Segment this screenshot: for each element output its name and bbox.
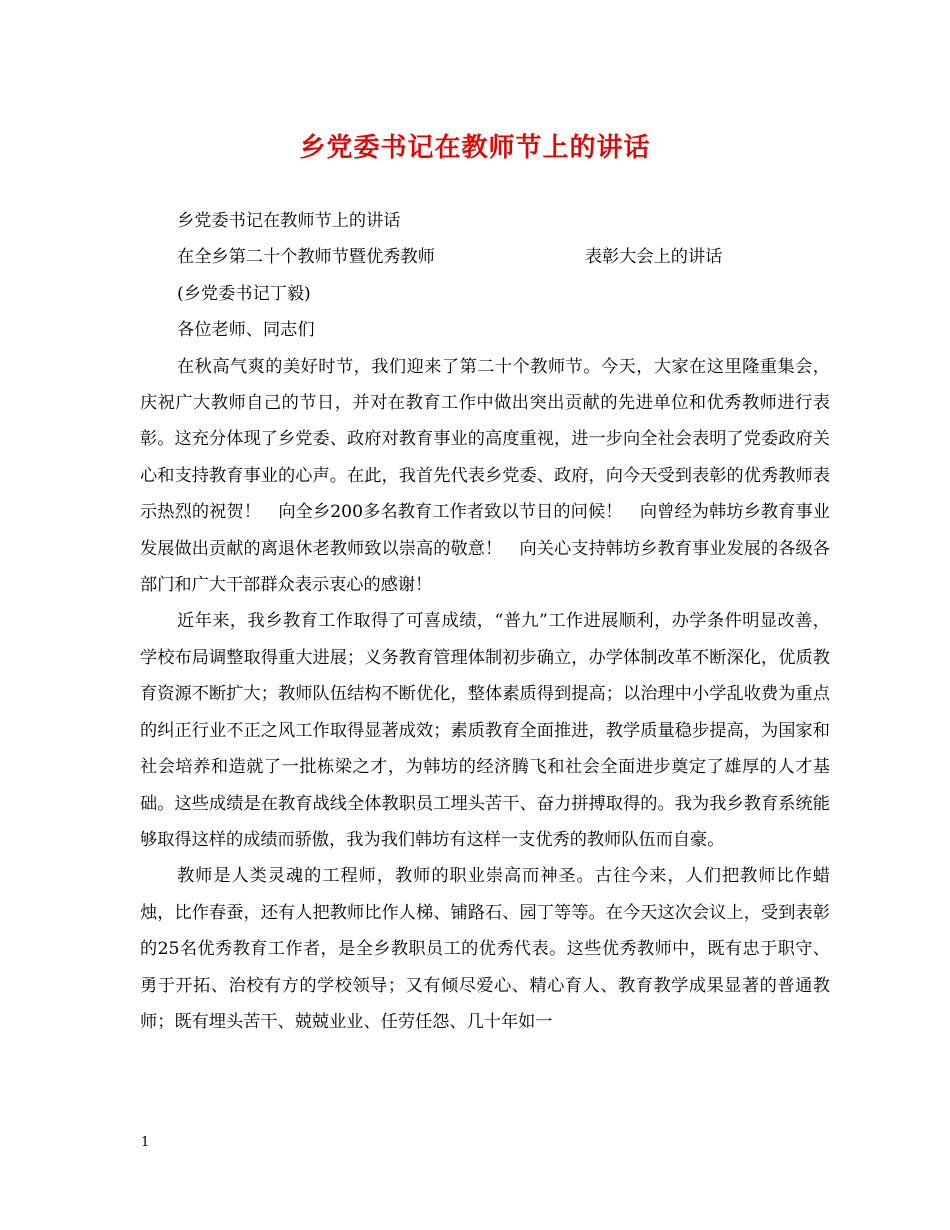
header-line-speaker: (乡党委书记丁毅) <box>177 283 311 304</box>
header-line-title: 乡党委书记在教师节上的讲话 <box>177 211 401 231</box>
document-title: 乡党委书记在教师节上的讲话 <box>299 133 651 163</box>
paragraph-teachers: 教师是人类灵魂的工程师，教师的职业崇高而神圣。古往今来，人们把教师比作蜡烛，比作春蚕，还有人把教师比作人梯、铺路石、园丁等等。在今天这次会议上，受到表彰的25名优秀教育工作者，是全乡教职员工的优秀代表。这些优秀教师中，既有忠于职守、勇于开拓、治校有方的学校领导；又有倾尽爱心、精心育人、教育教学成果显著的普通教师；既有埋头苦干、兢兢业业、任劳任怨、几十年如一 <box>140 866 830 1032</box>
paragraph-opening: 在秋高气爽的美好时节，我们迎来了第二十个教师节。今天，大家在这里隆重集会，庆祝广大教师自己的节日，并对在教育工作中做出突出贡献的先进单位和优秀教师进行表彰。这充分体现了乡党委、政府对教育事业的高度重视，进一步向全社会表明了党委政府关心和支持教育事业的心声。在此，我首先代表乡党委、政府，向今天受到表彰的优秀教师表示热烈的祝贺！ 向全乡200多名教育工作者致以节日的问候！ 向曾经为韩坊乡教育事业发展做出贡献的离退休老教师致以崇高的敬意！ 向关心支持韩坊乡教育事业发展的各级各部门和广大干部群众表示衷心的感谢！ <box>140 356 830 596</box>
page-number: 1 <box>141 1135 150 1150</box>
header-line-meeting <box>140 239 830 275</box>
document-body <box>140 203 830 1040</box>
header-line-meeting-right: 表彰大会上的讲话 <box>584 247 723 268</box>
paragraph-achievements: 近年来，我乡教育工作取得了可喜成绩，“普九”工作进展顺利，办学条件明显改善，学校布局调整取得重大进展；义务教育管理体制初步确立，办学体制改革不断深化，优质教育资源不断扩大；教师队伍结构不断优化，整体素质得到提高；以治理中小学乱收费为重点的纠正行业不正之风工作取得显著成效；素质教育全面推进，教学质量稳步提高，为国家和社会培养和造就了一批栋梁之才，为韩坊的经济腾飞和社会全面进步奠定了雄厚的人才基础。这些成绩是在教育战线全体教职员工埋头苦干、奋力拼搏取得的。我为我乡教育系统能够取得这样的成绩而骄傲，我为我们韩坊有这样一支优秀的教师队伍而自豪。 <box>140 611 830 850</box>
header-line-salutation: 各位老师、同志们 <box>177 320 315 341</box>
header-line-meeting-left: 在全乡第二十个教师节暨优秀教师 <box>177 247 435 268</box>
